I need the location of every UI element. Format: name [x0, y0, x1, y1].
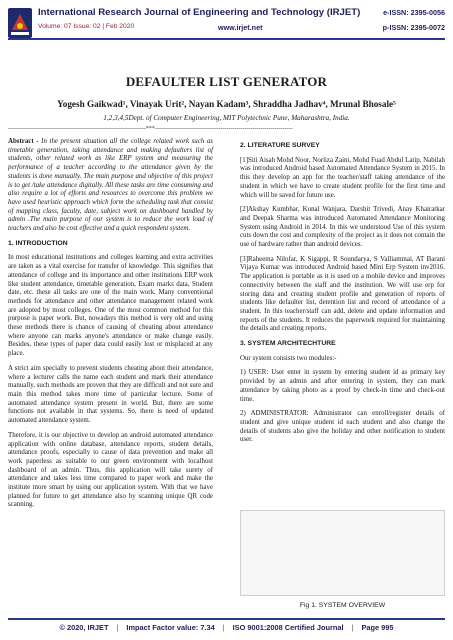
- footer-separator: |: [222, 623, 225, 632]
- volume-issue: Volume: 07 Issue: 02 | Feb 2020: [38, 23, 135, 30]
- section-separator: ---------------------------------------------------------------------***---------------------------------------------------------------------: [8, 126, 293, 132]
- footer-iso: ISO 9001:2008 Certified Journal: [232, 623, 344, 632]
- irjet-logo-icon: [8, 8, 32, 38]
- arch-paragraph-3: 2) ADMINISTRATOR: Administrator can enroll/register details of student and give unique student id each student and also change the details of students also give the holiday and other notification to student user.: [240, 410, 445, 444]
- lit-paragraph-1: [1]Siti Aisah Mohd Noor, Norliza Zaini, Mohd Fuad Abdul Latip, Nabilah was introduced Android based Automated Attendance System in 2015. In this they develop an app for the teacher/staff taking attendance of the student in which we have to create student profile for the first time and which will be saved for future use.: [240, 156, 445, 199]
- figure-caption: Fig 1. SYSTEM OVERVIEW: [299, 602, 386, 609]
- right-column: [240, 138, 445, 451]
- journal-name: International Research Journal of Engineering and Technology (IRJET): [38, 7, 361, 18]
- intro-paragraph-2: A strict aim specially to prevent students cheating about their attendance, where a lecturer calls the name each student and mark their attendance manually, such methods are proven that they are difficult and not sure and main this method takes more time of particular lecture. Some of automated attendance system present in world. But, there are some functions not available in that systems. So, there is need of updated automated attendance system.: [8, 364, 213, 425]
- footer-copyright: © 2020, IRJET: [59, 623, 109, 632]
- eissn: e-ISSN: 2395-0056: [383, 8, 445, 17]
- intro-paragraph-3: Therefore, it is our objective to develop an android automated attendance application with online database, attendance reports, student details, attendance proofs, especially to cause of data prevention and make all work paperless as suitable to our green environment with localhost dashboard of an admin. Thus, this application will take surety of attendance and takes less time compared to paper work and make the institute more smart by using our application system. With that we have planned for future to get attendance also by scanning unique QR code scanning.: [8, 431, 213, 509]
- arch-paragraph-2: 1) USER: User enter in system by entering student id as primary key provided by an admin and after entering in system, they can mark attendance by taking photo as a proof by check-in time and check-out time.: [240, 369, 445, 403]
- lit-paragraph-2: [2]Akshay Kumbhar, Kunal Wanjara, Darshit Trivedi, Anay Khairatkar and Deepak Sharma was introduced Automated Attendance Monitoring System using Android in 2014. In this we understood Use of this system cuts down the cost and complexity of the project as it does not contain the use of hardware rather than android devices.: [240, 206, 445, 249]
- system-overview-figure: [240, 510, 445, 596]
- page-footer: [0, 623, 453, 632]
- heading-literature-survey: 2. LITERATURE SURVEY: [240, 142, 320, 149]
- heading-introduction: 1. INTRODUCTION: [8, 239, 68, 247]
- arch-paragraph-1: Our system consists two modules:-: [240, 354, 337, 362]
- lit-paragraph-3: [3]Raheema Nilofar, K Sigappi, R Soundarya, S Valliammai, AT Barani Vijaya Kumar was introduced Android based Mini Erp System inv2016. The application is portable as it is used on a mobile device and improves connectivity between the staff and the institution. We will use erp for storing data and creating student profile and generation of reports of students like defaulter list, detention list and record of attendance of a student. In this teacher/staff can add, delete and update information and reports of the students. It reduces the paperwork required for maintaining the details and creating reports.: [240, 255, 445, 333]
- pissn: p-ISSN: 2395-0072: [382, 23, 445, 32]
- intro-paragraph-1: In most educational institutions and colleges learning and extra activities are taken as a vital exercise for transfer of knowledge. This signifies that attendance of college and its importance and other institutions ERP work like student attendance, timetable generation, Exam marks data, Student date, etc. these all tasks are one of the main work. Many conventional methods for attendance and other attendance management related work are adopted by most colleges. One of the most common method for this purpose is paper work. But, nowadays this method is very old and using these methods there is chance of causing of cheating about attendance where anyone can marks anyone's attendance or make change easily. Besides, these types of paper data could easily lost or misplaced at any place.: [8, 254, 213, 358]
- heading-system-architecture: 3. SYSTEM ARCHITECHTURE: [240, 340, 336, 348]
- abstract-label: Abstract -: [8, 138, 39, 145]
- footer-impact-factor: Impact Factor value: 7.34: [126, 623, 215, 632]
- journal-url[interactable]: www.irjet.net: [218, 23, 263, 32]
- paper-authors: Yogesh Gaikwad¹, Vinayak Urit², Nayan Kadam³, Shraddha Jadhav⁴, Mrunal Bhosale⁵: [57, 99, 396, 109]
- footer-page-number: Page 995: [361, 623, 394, 632]
- abstract-text: In the present situation all the college related work such as timetable generation, taking attendance and making defaulters list of students, other related work as like ERP system and measuring the performance of a teacher according to the attendance given by the students is done manually. The main purpose and objective of this project is to get /take attendance digitally. All these tasks are time consuming and also require a lot of efforts and resources to overcome this problem we have used heuristic approach which form the scheduling task that consist of mapping class, faculty, date, subject work on dashboard handled by admin .The main purpose of our system is to reduce the work load of teachers and also be cost effective and a quick respondent system.: [8, 138, 213, 233]
- journal-header: [0, 0, 453, 44]
- paper-affiliation: 1,2,3,4,5Dept. of Computer Engineering, MIT Polytechnic Pune, Maharashtra, India.: [103, 114, 350, 122]
- footer-separator: |: [116, 623, 119, 632]
- abstract: [8, 138, 213, 234]
- paper-title: DEFAULTER LIST GENERATOR: [125, 74, 328, 89]
- footer-divider: [8, 618, 445, 620]
- header-divider: [8, 38, 445, 40]
- left-column: [8, 138, 213, 516]
- footer-separator: |: [351, 623, 354, 632]
